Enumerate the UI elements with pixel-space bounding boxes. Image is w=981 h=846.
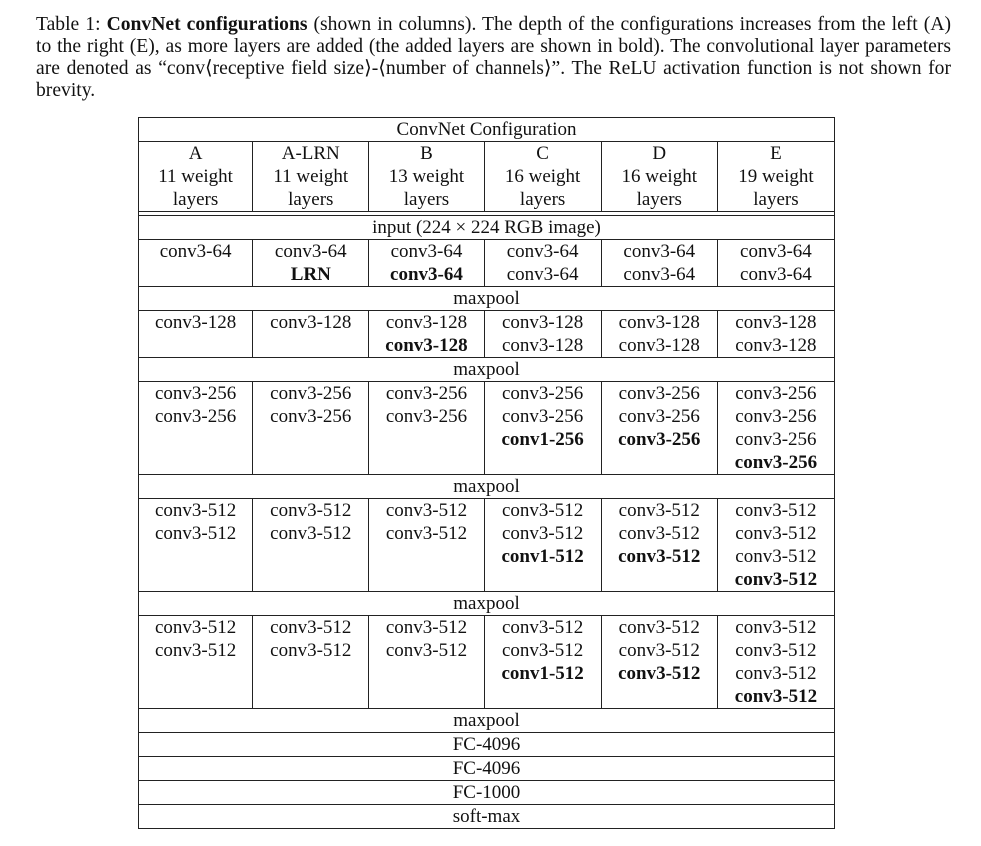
column-header — [139, 142, 252, 211]
layer-block — [138, 311, 835, 357]
layer-cell — [139, 616, 252, 708]
layer-cell — [139, 499, 252, 591]
layer-entry: conv3-128 — [618, 335, 700, 356]
layer-entry: conv3-64 — [740, 241, 812, 262]
layer-cell — [484, 240, 601, 286]
layer-block — [138, 240, 835, 286]
layer-entry: conv3-512 — [385, 640, 468, 661]
layer-entry: conv3-512 — [734, 686, 818, 707]
layer-entry: conv3-256 — [735, 383, 817, 404]
layer-entry: conv3-512 — [385, 617, 468, 638]
input-row: input (224 × 224 RGB image) — [138, 216, 835, 239]
layer-entry: conv3-512 — [735, 663, 817, 684]
layer-cell — [368, 311, 483, 357]
tail-row: maxpool — [138, 709, 835, 732]
convnet-config-table — [138, 117, 835, 829]
layer-cell — [601, 382, 717, 474]
layer-cell — [252, 240, 368, 286]
layer-entry: conv3-512 — [735, 523, 817, 544]
layer-entry: conv3-512 — [501, 640, 584, 661]
layer-entry: conv3-512 — [618, 663, 701, 684]
layer-entry: conv3-256 — [385, 406, 468, 427]
layer-entry: layers — [753, 189, 799, 210]
layer-entry: conv3-256 — [154, 383, 237, 404]
layer-entry: C — [536, 143, 549, 164]
layer-entry: conv3-128 — [501, 335, 584, 356]
layer-entry: conv3-512 — [154, 640, 237, 661]
layer-cell — [252, 382, 368, 474]
layer-entry: conv3-512 — [270, 640, 352, 661]
layer-entry: conv3-64 — [623, 241, 696, 262]
layer-entry: D — [652, 143, 667, 164]
layer-entry: 16 weight — [504, 166, 581, 187]
layer-entry: conv3-64 — [159, 241, 232, 262]
layer-entry: 11 weight — [273, 166, 349, 187]
layer-cell — [484, 311, 601, 357]
layer-cell — [601, 499, 717, 591]
layer-entry: conv3-512 — [154, 523, 237, 544]
layer-cell — [484, 382, 601, 474]
layer-cell — [139, 382, 252, 474]
layer-entry: conv1-512 — [501, 663, 584, 684]
layer-entry: conv3-512 — [618, 640, 700, 661]
caption-text: (shown in columns). The depth of the configurations increases from the left (A) to the right (E), as more layers are added (the added layers are shown in bold). The convolutional layer parameters are denoted as “conv⟨receptive field size⟩-⟨number of channels⟩”. The ReLU activation function is not shown for brevity. — [36, 14, 951, 101]
layer-entry: conv3-512 — [618, 500, 700, 521]
layer-entry: conv3-256 — [618, 406, 700, 427]
layer-entry: conv3-128 — [618, 312, 700, 333]
layer-entry: 13 weight — [388, 166, 465, 187]
maxpool-row: maxpool — [138, 358, 835, 381]
layer-entry: conv3-512 — [154, 500, 237, 521]
layer-entry: A — [188, 143, 203, 164]
column-header — [368, 142, 483, 211]
layer-entry: conv3-256 — [270, 383, 352, 404]
layer-cell — [601, 311, 717, 357]
layer-entry: conv3-64 — [740, 264, 812, 285]
layer-entry: conv3-64 — [274, 241, 347, 262]
layer-entry: conv3-512 — [270, 523, 352, 544]
layer-entry: conv3-512 — [501, 617, 584, 638]
table-caption — [36, 14, 951, 102]
column-header — [484, 142, 601, 211]
layer-entry: conv3-256 — [734, 452, 818, 473]
maxpool-row: maxpool — [138, 287, 835, 310]
maxpool-row: maxpool — [138, 475, 835, 498]
layer-entry: conv3-64 — [390, 264, 463, 285]
layer-entry: conv3-128 — [501, 312, 584, 333]
layer-entry: conv3-256 — [618, 383, 700, 404]
layer-entry: conv1-512 — [501, 546, 584, 567]
layer-entry: layers — [172, 189, 219, 210]
column-header — [252, 142, 368, 211]
tail-row: FC-4096 — [138, 733, 835, 756]
layer-entry: conv3-512 — [270, 500, 352, 521]
tail-row: FC-1000 — [138, 781, 835, 804]
layer-cell — [601, 240, 717, 286]
layer-entry: conv3-256 — [618, 429, 701, 450]
layer-entry: conv3-512 — [735, 640, 817, 661]
layer-entry: conv3-64 — [506, 241, 579, 262]
layer-entry: conv3-128 — [385, 335, 468, 356]
layer-entry: conv3-64 — [390, 241, 463, 262]
layer-entry: conv3-512 — [735, 546, 817, 567]
layer-entry: conv3-64 — [506, 264, 579, 285]
maxpool-row: maxpool — [138, 592, 835, 615]
table-rule — [138, 828, 835, 829]
caption-label: Table 1: — [36, 14, 101, 35]
layer-cell — [252, 311, 368, 357]
layer-cell — [368, 382, 483, 474]
layer-cell — [484, 616, 601, 708]
column-header-row — [138, 142, 835, 211]
layer-cell — [368, 499, 483, 591]
layer-entry: conv3-512 — [618, 617, 700, 638]
layer-entry: conv1-256 — [501, 429, 584, 450]
layer-cell — [139, 240, 252, 286]
layer-entry: conv3-128 — [154, 312, 237, 333]
layer-entry: conv3-512 — [735, 617, 817, 638]
layer-entry: conv3-256 — [735, 429, 817, 450]
layer-entry: layers — [288, 189, 334, 210]
layer-cell — [252, 499, 368, 591]
layer-entry: conv3-256 — [270, 406, 352, 427]
layer-entry: conv3-512 — [734, 569, 818, 590]
layer-entry: 11 weight — [158, 166, 233, 187]
layer-entry: conv3-512 — [501, 523, 584, 544]
layer-entry: conv3-256 — [154, 406, 237, 427]
layer-cell — [139, 311, 252, 357]
layer-entry: conv3-128 — [735, 335, 817, 356]
layer-entry: conv3-256 — [501, 383, 584, 404]
layer-cell — [717, 382, 834, 474]
layer-entry: conv3-512 — [385, 523, 468, 544]
tail-row: FC-4096 — [138, 757, 835, 780]
layer-entry: conv3-512 — [385, 500, 468, 521]
layer-entry: layers — [636, 189, 682, 210]
layer-entry: conv3-512 — [618, 523, 700, 544]
layer-entry: conv3-128 — [385, 312, 468, 333]
layer-cell — [717, 499, 834, 591]
layer-cell — [484, 499, 601, 591]
layer-entry: E — [770, 143, 782, 164]
layer-entry: conv3-256 — [735, 406, 817, 427]
layer-entry: 16 weight — [621, 166, 697, 187]
layer-entry: layers — [519, 189, 566, 210]
layer-entry: conv3-256 — [385, 383, 468, 404]
layer-entry: conv3-512 — [270, 617, 352, 638]
layer-entry: B — [420, 143, 433, 164]
layer-entry: conv3-512 — [735, 500, 817, 521]
layer-entry: LRN — [290, 264, 331, 285]
layer-cell — [368, 240, 483, 286]
column-header — [601, 142, 717, 211]
layer-entry: layers — [403, 189, 450, 210]
layer-cell — [717, 240, 834, 286]
layer-entry: 19 weight — [738, 166, 814, 187]
layer-entry: conv3-128 — [735, 312, 817, 333]
table-title: ConvNet Configuration — [138, 118, 835, 141]
layer-block — [138, 616, 835, 708]
layer-entry: conv3-64 — [623, 264, 696, 285]
layer-entry: conv3-512 — [154, 617, 237, 638]
layer-cell — [368, 616, 483, 708]
layer-cell — [717, 311, 834, 357]
layer-entry: conv3-128 — [270, 312, 352, 333]
layer-cell — [717, 616, 834, 708]
layer-block — [138, 382, 835, 474]
layer-entry: conv3-512 — [501, 500, 584, 521]
layer-cell — [252, 616, 368, 708]
layer-block — [138, 499, 835, 591]
column-header — [717, 142, 834, 211]
layer-entry: conv3-256 — [501, 406, 584, 427]
tail-row: soft-max — [138, 805, 835, 828]
layer-entry: A-LRN — [281, 143, 340, 164]
caption-title: ConvNet configurations — [106, 14, 308, 35]
layer-entry: conv3-512 — [618, 546, 701, 567]
layer-cell — [601, 616, 717, 708]
